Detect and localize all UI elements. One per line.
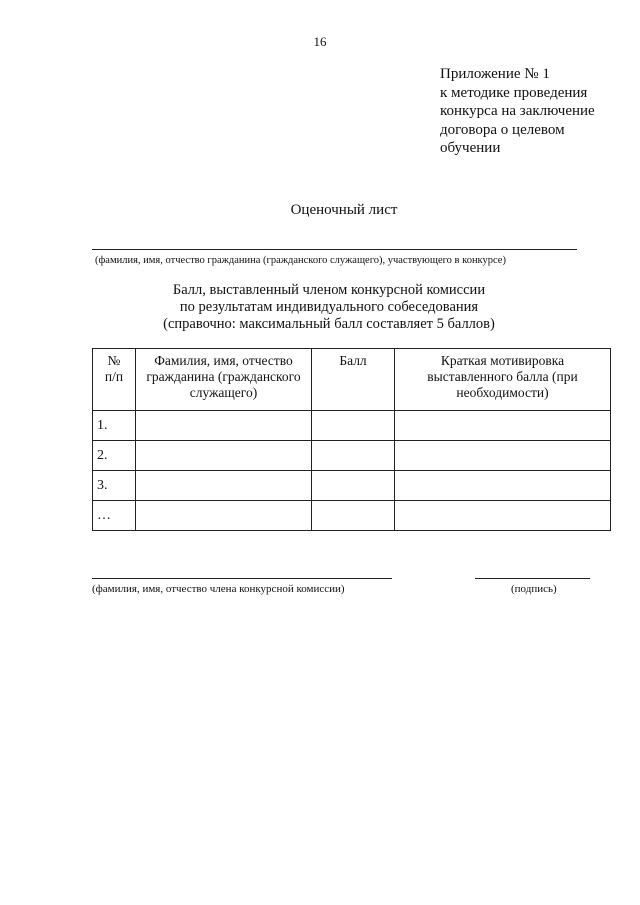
score-cell[interactable] xyxy=(312,411,395,441)
row-number-cell: … xyxy=(93,501,136,531)
candidate-name-caption: (фамилия, имя, отчество гражданина (гражданского служащего), участвующего в конкурсе) xyxy=(95,255,506,266)
signature-line xyxy=(475,578,590,579)
score-cell[interactable] xyxy=(312,501,395,531)
score-description-line: (справочно: максимальный балл составляет 5 баллов) xyxy=(163,316,495,332)
candidate-name-line xyxy=(92,249,577,250)
row-number-cell: 1. xyxy=(93,411,136,441)
score-description xyxy=(0,282,640,333)
document-title: Оценочный лист xyxy=(290,202,398,218)
motivation-cell[interactable] xyxy=(395,501,611,531)
commission-member-caption: (фамилия, имя, отчество члена конкурсной комиссии) xyxy=(92,583,345,595)
score-description-line: по результатам индивидуального собеседования xyxy=(179,299,479,315)
full-name-cell[interactable] xyxy=(136,471,312,501)
table-header-row xyxy=(93,349,611,411)
table-row xyxy=(93,411,611,441)
table-row xyxy=(93,441,611,471)
table-row xyxy=(93,471,611,501)
motivation-cell[interactable] xyxy=(395,441,611,471)
column-header-motivation: Краткая мотивировка выставленного балла (при необходимости) xyxy=(395,349,611,411)
full-name-cell[interactable] xyxy=(136,441,312,471)
column-header-score: Балл xyxy=(312,349,395,411)
annex-heading xyxy=(440,65,630,158)
row-number-cell: 2. xyxy=(93,441,136,471)
annex-line: конкурса на заключение xyxy=(440,103,595,119)
annex-line: договора о целевом xyxy=(440,121,565,138)
score-cell[interactable] xyxy=(312,471,395,501)
column-header-full-name: Фамилия, имя, отчество гражданина (гражданского служащего) xyxy=(136,349,312,411)
motivation-cell[interactable] xyxy=(395,411,611,441)
commission-member-name-line xyxy=(92,578,392,579)
full-name-cell[interactable] xyxy=(136,411,312,441)
page-number: 16 xyxy=(313,34,327,49)
annex-line: к методике проведения xyxy=(440,84,588,101)
table-row xyxy=(93,501,611,531)
annex-line: Приложение № 1 xyxy=(440,66,550,82)
score-description-line: Балл, выставленный членом конкурсной комиссии xyxy=(172,282,486,298)
signature-caption: (подпись) xyxy=(511,583,557,595)
motivation-cell[interactable] xyxy=(395,471,611,501)
column-header-number: № п/п xyxy=(93,349,136,411)
score-cell[interactable] xyxy=(312,441,395,471)
evaluation-table xyxy=(92,348,611,531)
full-name-cell[interactable] xyxy=(136,501,312,531)
row-number-cell: 3. xyxy=(93,471,136,501)
annex-line: обучении xyxy=(440,140,501,156)
